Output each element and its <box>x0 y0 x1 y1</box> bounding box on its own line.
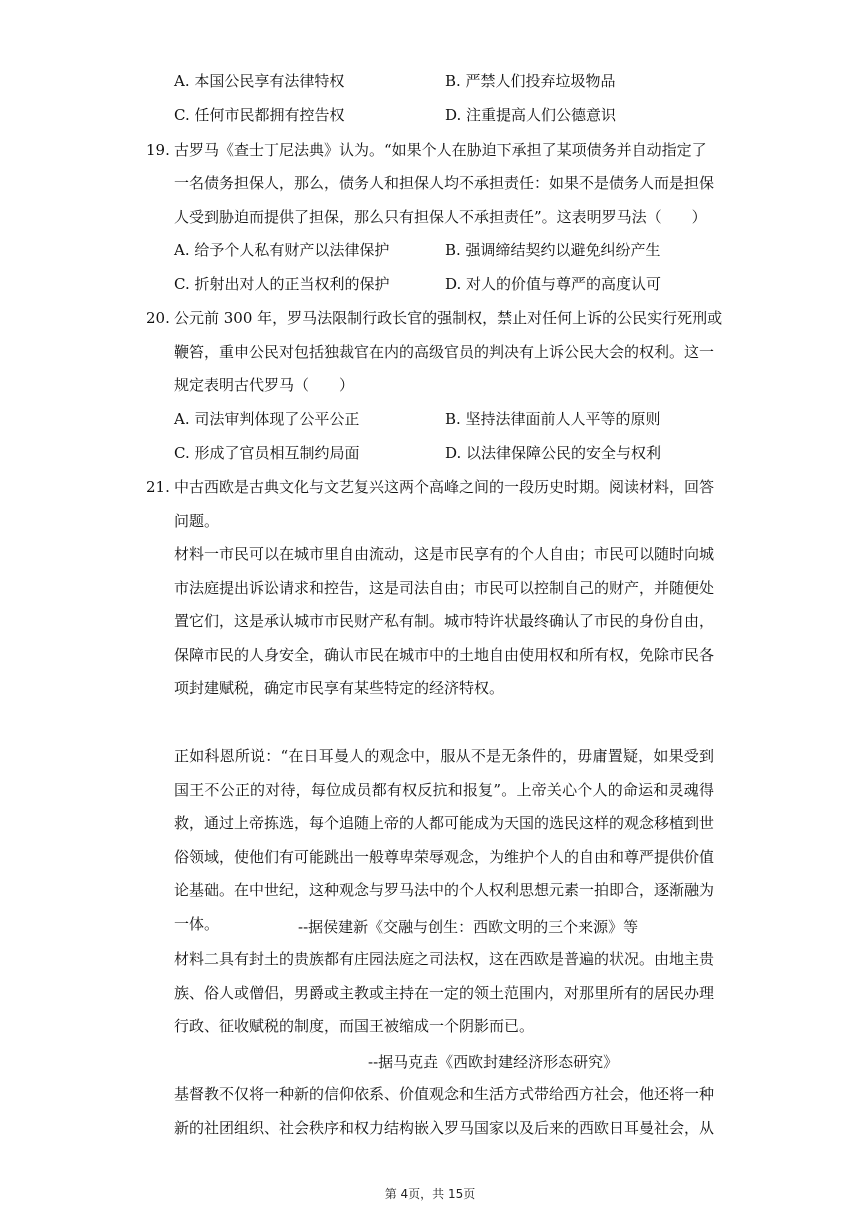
q20-option-b: B. 坚持法律面前人人平等的原则 <box>445 410 661 428</box>
q21-number: 21. <box>146 478 170 496</box>
material-1-paragraph: 材料一市民可以在城市里自由流动，这是市民享有的个人自由；市民可以随时向城市法庭提出诉讼请求和控告，这是司法自由；市民可以控制自己的财产，并随便处置它们，这是承认城市市民财产私有制。城市特许状最终确认了市民的身份自由，保障市民的人身安全，确认市民在城市中的土地自由使用权和所有权，免除市民各项封建赋税，确定市民享有某些特定的经济特权。 <box>174 545 715 698</box>
page-footer: 第 4页，共 15页 <box>384 1187 476 1201</box>
q18-option-a: A. 本国公民享有法律特权 <box>174 72 345 90</box>
material-3-paragraph: 基督教不仅将一种新的信仰依系、价值观念和生活方式带给西方社会，他还将一种新的社团组织、社会秩序和权力结构嵌入罗马国家以及后来的西欧日耳曼社会，从 <box>174 1085 715 1137</box>
material-1-paragraph-2: 正如科恩所说：“在日耳曼人的观念中，服从不是无条件的，毋庸置疑，如果受到国王不公正的对待，每位成员都有权反抗和报复”。上帝关心个人的命运和灵魂得救，通过上帝拣选，每个追随上帝的人都可能成为天国的选民这样的观念移植到世俗领域，使他们有可能跳出一般尊卑荣辱观念，为维护个人的自由和尊严提供价值论基础。在中世纪，这种观念与罗马法中的个人权利思想元素一拍即合，逐渐融为一体。 <box>174 747 715 933</box>
q18-option-b: B. 严禁人们投弃垃圾物品 <box>445 72 616 90</box>
q20-option-d: D. 以法律保障公民的安全与权利 <box>445 444 662 462</box>
q20-stem-line-3: 规定表明古代罗马（ ） <box>174 376 355 394</box>
q20-stem-line-1: 公元前 300 年，罗马法限制行政长官的强制权，禁止对任何上诉的公民实行死刑或 <box>174 309 723 327</box>
q19-option-a: A. 给予个人私有财产以法律保护 <box>174 241 390 259</box>
q19-option-d: D. 对人的价值与尊严的高度认可 <box>445 275 662 293</box>
q20-number: 20. <box>146 309 170 327</box>
q19-stem-line-3: 人受到胁迫而提供了担保，那么只有担保人不承担责任”。这表明罗马法（ ） <box>174 208 707 226</box>
q18-option-c: C. 任何市民都拥有控告权 <box>174 106 345 124</box>
q21-stem-line-2: 问题。 <box>174 512 220 530</box>
material-2-paragraph: 材料二具有封土的贵族都有庄园法庭之司法权，这在西欧是普遍的状况。由地主贵族、俗人或僧侣，男爵或主教或主持在一定的领土范围内，对那里所有的居民办理行政、征收赋税的制度，而国王被缩成一个阴影而已。 <box>174 950 715 1036</box>
q19-stem-line-1: 古罗马《查士丁尼法典》认为。“如果个人在胁迫下承担了某项债务并自动指定了 <box>174 141 707 159</box>
q18-option-d: D. 注重提高人们公德意识 <box>445 106 617 124</box>
q19-number: 19. <box>146 141 170 159</box>
q20-stem-line-2: 鞭笞，重申公民对包括独裁官在内的高级官员的判决有上诉公民大会的权利。这一 <box>174 343 715 361</box>
material-2-source: --据马克垚《西欧封建经济形态研究》 <box>368 1053 619 1071</box>
q20-option-c: C. 形成了官员相互制约局面 <box>174 444 360 462</box>
q21-stem-line-1: 中古西欧是古典文化与文艺复兴这两个高峰之间的一段历史时期。阅读材料，回答 <box>174 478 715 496</box>
q19-option-c: C. 折射出对人的正当权利的保护 <box>174 275 390 293</box>
q19-option-b: B. 强调缔结契约以避免纠纷产生 <box>445 241 661 259</box>
q19-stem-line-2: 一名债务担保人，那么，债务人和担保人均不承担责任：如果不是债务人而是担保 <box>174 174 715 192</box>
material-1-source: --据侯建新《交融与创生：西欧文明的三个来源》等 <box>298 918 639 936</box>
q20-option-a: A. 司法审判体现了公平公正 <box>174 410 360 428</box>
